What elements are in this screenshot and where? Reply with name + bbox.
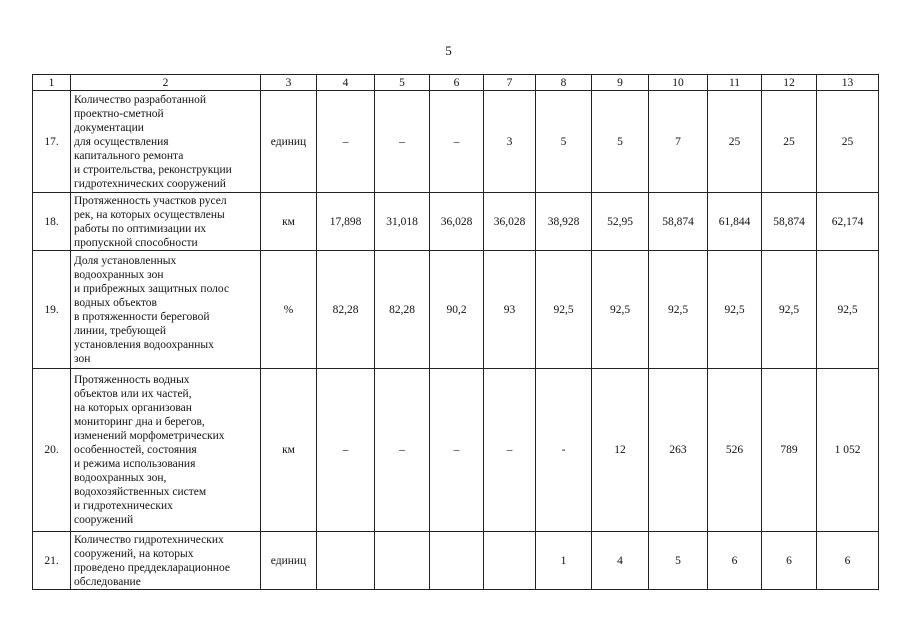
indicator-name-line: и гидротехнических bbox=[74, 500, 173, 512]
value-cell: 82,28 bbox=[375, 251, 430, 369]
unit-cell: единиц bbox=[261, 91, 317, 193]
table-row bbox=[33, 369, 879, 532]
value-cell: 92,5 bbox=[762, 251, 817, 369]
value-cell: – bbox=[484, 369, 536, 532]
value-cell: 62,174 bbox=[817, 193, 879, 251]
indicator-name-line: и прибрежных защитных полос bbox=[74, 282, 230, 295]
value-cell: 3 bbox=[484, 91, 536, 193]
row-number: 20. bbox=[33, 369, 71, 532]
value-cell: - bbox=[536, 369, 592, 532]
table-body bbox=[33, 75, 879, 590]
indicator-name-line: водных объектов bbox=[74, 296, 157, 309]
indicator-name-line: гидротехнических сооружений bbox=[74, 177, 226, 190]
indicators-table bbox=[32, 74, 879, 590]
header-cell-3: 3 bbox=[261, 75, 317, 91]
value-cell bbox=[317, 532, 375, 590]
unit-cell: % bbox=[261, 251, 317, 369]
value-cell: 25 bbox=[708, 91, 762, 193]
value-cell: 5 bbox=[649, 532, 708, 590]
indicator-name-line: в протяженности береговой bbox=[74, 310, 210, 323]
indicator-name-line: мониторинг дна и берегов, bbox=[74, 416, 205, 428]
indicator-name-line: линии, требующей bbox=[74, 324, 166, 337]
value-cell: 36,028 bbox=[484, 193, 536, 251]
value-cell: 17,898 bbox=[317, 193, 375, 251]
value-cell: 526 bbox=[708, 369, 762, 532]
value-cell: 31,018 bbox=[375, 193, 430, 251]
table-row bbox=[33, 532, 879, 590]
indicator-name bbox=[71, 369, 261, 532]
value-cell: 7 bbox=[649, 91, 708, 193]
indicator-name-line: сооружений bbox=[74, 514, 134, 526]
value-cell: 61,844 bbox=[708, 193, 762, 251]
value-cell: 5 bbox=[592, 91, 649, 193]
header-cell-13: 13 bbox=[817, 75, 879, 91]
value-cell: 92,5 bbox=[708, 251, 762, 369]
indicator-name-line: Доля установленных bbox=[74, 254, 177, 267]
indicator-name-line: водоохранных зон, bbox=[74, 472, 167, 484]
value-cell: 12 bbox=[592, 369, 649, 532]
header-cell-12: 12 bbox=[762, 75, 817, 91]
unit-cell: км bbox=[261, 369, 317, 532]
indicator-name-line: рек, на которых осуществлены bbox=[74, 208, 225, 221]
indicator-name-line: зон bbox=[74, 352, 91, 365]
indicator-name-line: Количество разработанной bbox=[74, 93, 207, 106]
value-cell: – bbox=[317, 369, 375, 532]
value-cell: 92,5 bbox=[817, 251, 879, 369]
table-header-row bbox=[33, 75, 879, 91]
row-number: 18. bbox=[33, 193, 71, 251]
row-number: 17. bbox=[33, 91, 71, 193]
value-cell: 4 bbox=[592, 532, 649, 590]
value-cell: 58,874 bbox=[649, 193, 708, 251]
value-cell: 58,874 bbox=[762, 193, 817, 251]
value-cell: 25 bbox=[762, 91, 817, 193]
indicator-name-line: капитального ремонта bbox=[74, 149, 184, 162]
value-cell: 1 052 bbox=[817, 369, 879, 532]
header-cell-9: 9 bbox=[592, 75, 649, 91]
indicator-name-line: обследование bbox=[74, 575, 141, 588]
value-cell: 1 bbox=[536, 532, 592, 590]
header-cell-4: 4 bbox=[317, 75, 375, 91]
indicator-name-line: на которых организован bbox=[74, 402, 192, 414]
value-cell: 92,5 bbox=[649, 251, 708, 369]
value-cell: 36,028 bbox=[430, 193, 484, 251]
value-cell: 52,95 bbox=[592, 193, 649, 251]
header-cell-5: 5 bbox=[375, 75, 430, 91]
value-cell bbox=[484, 532, 536, 590]
indicator-name bbox=[71, 251, 261, 369]
value-cell: – bbox=[430, 369, 484, 532]
indicator-name-line: установления водоохранных bbox=[74, 338, 214, 351]
header-cell-11: 11 bbox=[708, 75, 762, 91]
value-cell: 93 bbox=[484, 251, 536, 369]
indicator-name-line: объектов или их частей, bbox=[74, 388, 192, 400]
header-cell-10: 10 bbox=[649, 75, 708, 91]
header-cell-7: 7 bbox=[484, 75, 536, 91]
indicator-name-line: и строительства, реконструкции bbox=[74, 163, 232, 176]
value-cell: 92,5 bbox=[536, 251, 592, 369]
header-cell-2: 2 bbox=[71, 75, 261, 91]
indicator-name bbox=[71, 91, 261, 193]
table-row bbox=[33, 251, 879, 369]
value-cell: – bbox=[430, 91, 484, 193]
value-cell: 92,5 bbox=[592, 251, 649, 369]
table-row bbox=[33, 193, 879, 251]
indicator-name-line: Протяженность участков русел bbox=[74, 194, 227, 207]
indicator-name-line: проведено преддекларационное bbox=[74, 561, 231, 574]
unit-cell: единиц bbox=[261, 532, 317, 590]
indicator-name-line: водоохранных зон bbox=[74, 268, 164, 281]
indicator-name-line: проектно-сметной bbox=[74, 107, 164, 120]
indicator-name-line: работы по оптимизации их bbox=[74, 222, 207, 235]
value-cell bbox=[430, 532, 484, 590]
value-cell: 789 bbox=[762, 369, 817, 532]
header-cell-1: 1 bbox=[33, 75, 71, 91]
value-cell: 38,928 bbox=[536, 193, 592, 251]
value-cell bbox=[375, 532, 430, 590]
value-cell: 263 bbox=[649, 369, 708, 532]
value-cell: – bbox=[317, 91, 375, 193]
indicator-name bbox=[71, 532, 261, 590]
unit-cell: км bbox=[261, 193, 317, 251]
value-cell: 25 bbox=[817, 91, 879, 193]
row-number: 19. bbox=[33, 251, 71, 369]
row-number: 21. bbox=[33, 532, 71, 590]
indicator-name-line: документации bbox=[74, 121, 144, 134]
value-cell: 90,2 bbox=[430, 251, 484, 369]
indicator-name-line: для осуществления bbox=[74, 135, 169, 148]
indicator-name bbox=[71, 193, 261, 251]
value-cell: – bbox=[375, 369, 430, 532]
value-cell: 5 bbox=[536, 91, 592, 193]
indicator-name-line: водохозяйственных систем bbox=[74, 486, 207, 498]
indicator-name-line: Протяженность водных bbox=[74, 374, 190, 386]
value-cell: – bbox=[375, 91, 430, 193]
indicator-name-line: и режима использования bbox=[74, 458, 196, 470]
indicator-name-line: особенностей, состояния bbox=[74, 444, 197, 456]
indicator-name-line: пропускной способности bbox=[74, 236, 198, 249]
indicator-name-line: Количество гидротехнических bbox=[74, 533, 224, 546]
indicator-name-line: изменений морфометрических bbox=[74, 430, 225, 442]
table-row bbox=[33, 91, 879, 193]
indicator-name-line: сооружений, на которых bbox=[74, 547, 194, 560]
value-cell: 6 bbox=[762, 532, 817, 590]
value-cell: 6 bbox=[817, 532, 879, 590]
value-cell: 82,28 bbox=[317, 251, 375, 369]
value-cell: 6 bbox=[708, 532, 762, 590]
header-cell-6: 6 bbox=[430, 75, 484, 91]
page-number: 5 bbox=[445, 43, 452, 58]
header-cell-8: 8 bbox=[536, 75, 592, 91]
